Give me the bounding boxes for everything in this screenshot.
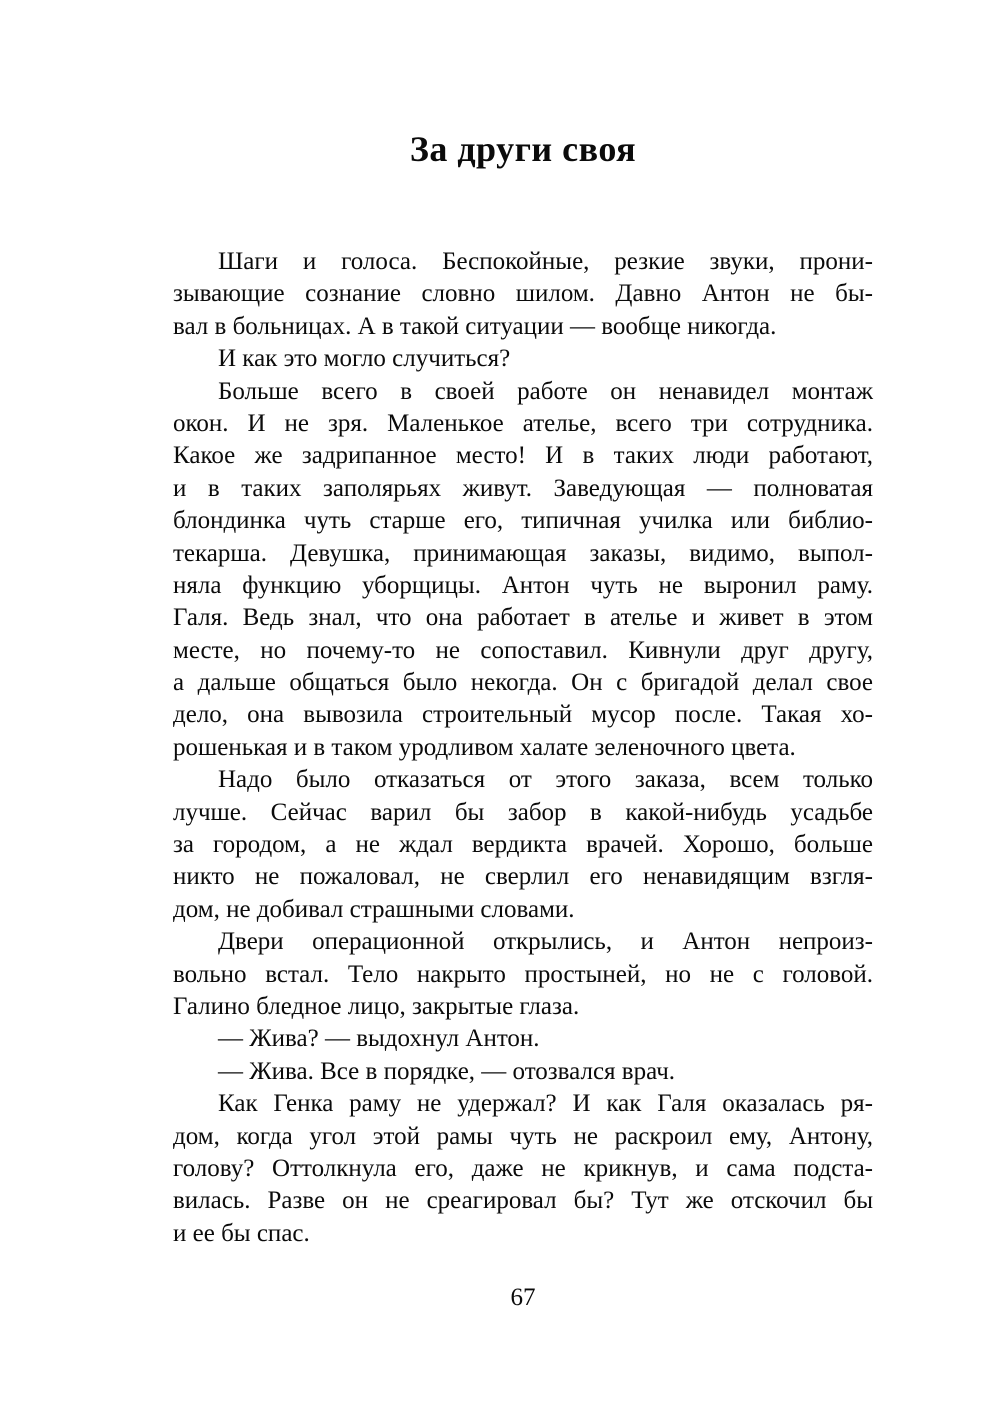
- paragraph: [173, 343, 873, 375]
- text-line: вал в больницах. А в такой ситуации — вообще никогда.: [173, 312, 777, 340]
- text-block: [173, 246, 873, 1250]
- paragraph: [173, 376, 873, 765]
- text-line: текарша. Девушка, принимающая заказы, видимо, выпол-: [173, 539, 873, 567]
- paragraph: [173, 1088, 873, 1250]
- text-line: месте, но почему-то не сопоставил. Кивнули друг другу,: [173, 636, 873, 664]
- text-line: Галино бледное лицо, закрытые глаза.: [173, 992, 580, 1020]
- text-line: Двери операционной открылись, и Антон непроиз-: [218, 928, 873, 956]
- paragraph: [173, 246, 873, 343]
- text-line: вольно встал. Тело накрыто простыней, но не с головой.: [173, 960, 873, 988]
- paragraph: [173, 764, 873, 926]
- text-line: никто не пожаловал, не сверлил его ненавидящим взгля-: [173, 863, 873, 891]
- text-line: зывающие сознание словно шилом. Давно Антон не бы-: [173, 280, 873, 308]
- text-line: и в таких заполярьях живут. Заведующая — полноватая: [173, 474, 873, 502]
- text-line: Шаги и голоса. Беспокойные, резкие звуки, прони-: [218, 248, 873, 275]
- page-number: 67: [510, 1284, 536, 1311]
- text-line: няла функцию уборщицы. Антон чуть не выронил раму.: [173, 571, 873, 599]
- text-line: дом, когда угол этой рамы чуть не раскроил ему, Антону,: [173, 1122, 873, 1150]
- text-line: дело, она вывозила строительный мусор после. Такая хо-: [173, 701, 873, 729]
- text-line: Какое же задрипанное место! И в таких люди работают,: [173, 442, 873, 470]
- chapter-title: За други своя: [409, 129, 637, 169]
- text-line: лучше. Сейчас варил бы забор в какой-нибудь усадьбе: [173, 798, 873, 826]
- paragraph: [173, 1023, 873, 1055]
- text-line: окон. И не зря. Маленькое ателье, всего три сотрудника.: [173, 409, 873, 437]
- text-line: вилась. Разве он не среагировал бы? Тут же отскочил бы: [173, 1187, 873, 1215]
- text-line: рошенькая и в таком уродливом халате зеленочного цвета.: [173, 733, 796, 761]
- text-line: и ее бы спас.: [173, 1219, 310, 1247]
- text-line: голову? Оттолкнула его, даже не крикнув, и сама подста-: [173, 1154, 873, 1182]
- text-line: И как это могло случиться?: [218, 345, 511, 373]
- text-line: Больше всего в своей работе он ненавидел монтаж: [218, 377, 873, 405]
- text-line: а дальше общаться было некогда. Он с бригадой делал свое: [173, 669, 873, 697]
- text-line: — Жива? — выдохнул Антон.: [218, 1025, 540, 1053]
- text-line: блондинка чуть старше его, типичная училка или библио-: [173, 507, 873, 535]
- paragraph: [173, 926, 873, 1023]
- text-line: Надо было отказаться от этого заказа, всем только: [218, 766, 873, 794]
- text-line: — Жива. Все в порядке, — отозвался врач.: [218, 1057, 676, 1085]
- text-line: Как Генка раму не удержал? И как Галя оказалась ря-: [218, 1090, 873, 1118]
- paragraph: [173, 1056, 873, 1088]
- text-line: дом, не добивал страшными словами.: [173, 895, 575, 923]
- text-line: Галя. Ведь знал, что она работает в ателье и живет в этом: [173, 604, 873, 632]
- text-line: за городом, а не ждал вердикта врачей. Хорошо, больше: [173, 831, 873, 859]
